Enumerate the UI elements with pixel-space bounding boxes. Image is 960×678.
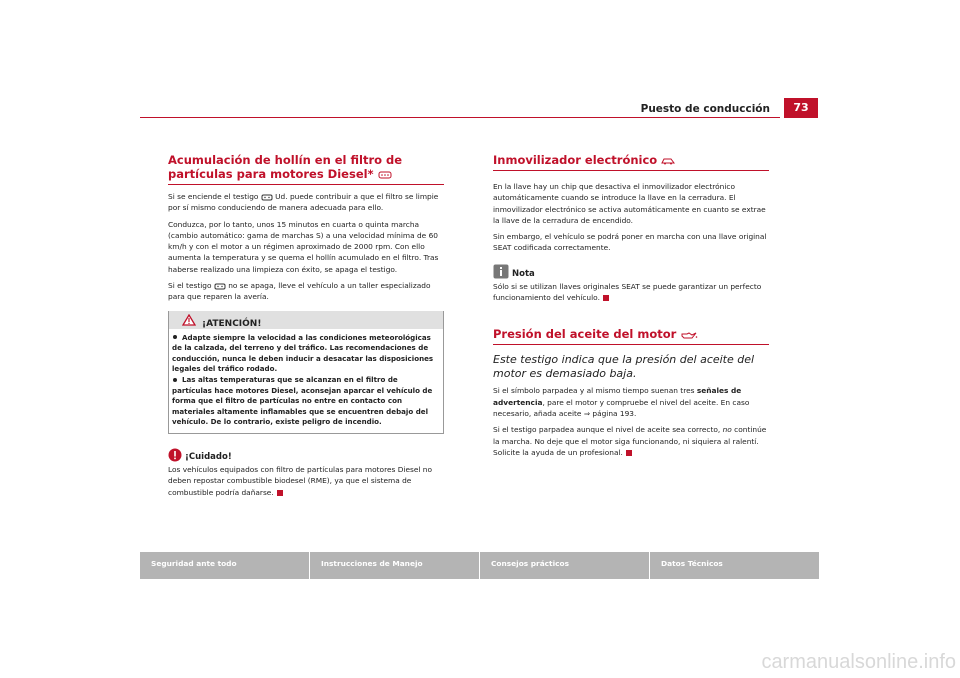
note-text: Sólo si se utilizan llaves originales SEAT se puede garantizar un perfecto funcionamiento del vehículo.	[493, 281, 762, 303]
paragraph: Si se enciende el testigo Ud. puede contribuir a que el filtro se limpie por sí mismo conduciendo de manera adecuada para ello.	[168, 192, 439, 213]
section-heading-soot: Acumulación de hollín en el filtro de partículas para motores Diesel*	[168, 153, 403, 181]
warning-bullet: Adapte siempre la velocidad a las condiciones meteorológicas de la calzada, del terreno y del tráfico. Las recomendaciones de conducción, nunca le deben inducir a desacatar las disposiciones legales del tráfico rodado.	[172, 332, 434, 374]
page-title: Puesto de conducción	[640, 103, 770, 115]
paragraph: En la llave hay un chip que desactiva el inmovilizador electrónico automáticamente cuando se introduce la llave en la cerradura. El inmovilizador electrónico se activa automáticamente en cuanto se extrae la llave de la cerradura de encendido.	[493, 182, 766, 225]
info-note-icon	[493, 264, 509, 279]
paragraph: Si el testigo no se apaga, lleve el vehículo a un taller especializado para que reparen la avería.	[168, 281, 431, 302]
caution-text: Los vehículos equipados con filtro de partículas para motores Diesel no deben repostar combustible biodesel (RME), ya que el sistema de combustible podría dañarse.	[168, 465, 432, 497]
warning-bullet: Las altas temperaturas que se alcanzan en el filtro de partículas hace motores Diesel, aconsejan aparcar el vehículo de forma que el filtro de partículas no entre en contacto con materiales altamente inflamables que se encuentren debajo del vehículo. De lo contrario, existe peligro de incendio.	[172, 375, 433, 427]
paragraph: Sin embargo, el vehículo se podrá poner en marcha con una llave original SEAT codificada correctamente.	[493, 232, 767, 253]
right-column	[493, 153, 769, 458]
footer-tab-safety[interactable]: Seguridad ante todo	[140, 552, 310, 579]
heading-rule	[493, 344, 769, 345]
section-heading-immobilizer: Inmovilizador electrónico	[493, 153, 769, 167]
particle-filter-icon	[214, 283, 226, 290]
note-header	[493, 264, 769, 279]
end-mark	[626, 450, 632, 456]
caution-icon	[168, 448, 182, 462]
paragraph: Conduzca, por lo tanto, unos 15 minutos en cuarta o quinta marcha (cambio automático: gama de marchas S) a una velocidad mínima de 60 km/h y con el motor a un régimen aproximado de 2000 rpm. Con ello aumenta la temperatura y se quema el hollín acumulado en el filtro. Tras haberse realizado una limpieza con éxito, se apaga el testigo.	[168, 219, 439, 274]
lede-text: Este testigo indica que la presión del aceite del motor es demasiado baja.	[493, 353, 755, 381]
warning-title: ¡ATENCIÓN!	[202, 318, 262, 329]
footer-tab-technical-data[interactable]: Datos Técnicos	[650, 552, 819, 579]
page-number: 73	[784, 98, 818, 118]
footer-nav	[140, 552, 819, 579]
left-column	[168, 153, 444, 498]
note-title: Nota	[512, 268, 535, 279]
caution-header	[168, 448, 444, 462]
warning-header	[169, 311, 443, 329]
paragraph: Si el testigo parpadea aunque el nivel de aceite sea correcto, no continúe la marcha. No deje que el motor siga funcionando, ni siquiera al ralentí. Solicite la ayuda de un profesional.	[493, 425, 767, 457]
end-mark	[603, 295, 609, 301]
footer-tab-operation[interactable]: Instrucciones de Manejo	[310, 552, 480, 579]
car-key-icon	[661, 157, 675, 165]
header-rule	[140, 117, 780, 118]
paragraph: Si el símbolo parpadea y al mismo tiempo suenan tres señales de advertencia, pare el motor y compruebe el nivel del aceite. En caso necesario, añada aceite ⇒ página 193.	[493, 386, 750, 418]
section-heading-oil-pressure: Presión del aceite del motor	[493, 327, 769, 341]
caution-title: ¡Cuidado!	[185, 452, 232, 463]
end-mark	[277, 490, 283, 496]
oil-can-icon	[680, 331, 698, 339]
footer-tab-practical-tips[interactable]: Consejos prácticos	[480, 552, 650, 579]
particle-filter-icon	[261, 194, 273, 201]
warning-triangle-icon	[182, 314, 196, 326]
watermark: carmanualsonline.info	[761, 651, 956, 673]
warning-box	[168, 311, 444, 434]
particle-filter-icon	[378, 171, 392, 179]
